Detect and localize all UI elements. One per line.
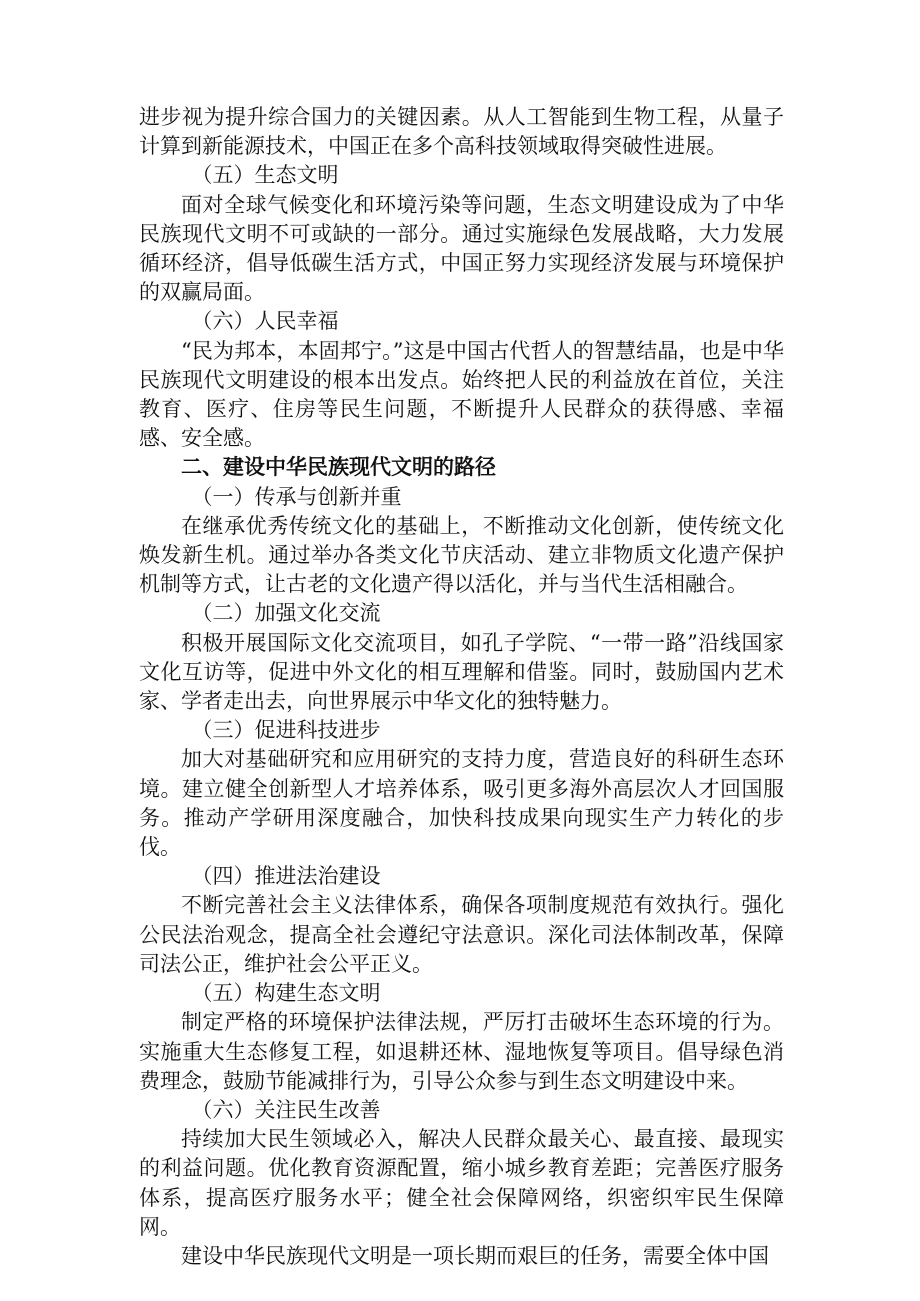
subheading-people-happiness: （六）人民幸福 — [191, 309, 339, 334]
paragraph: “民为邦本，本固邦宁。”这是中国古代哲人的智慧结晶，也是中华民族现代文明建设的根本出发点。始终把人民的利益放在首位，关注教育、医疗、住房等民生问题，不断提升人民群众的获得感、幸福感、安全感。 — [139, 338, 784, 451]
paragraph: 持续加大民生领域必入，解决人民群众最关心、最直接、最现实的利益问题。优化教育资源配置，缩小城乡教育差距；完善医疗服务体系，提高医疗服务水平；健全社会保障网络，织密织牢民生保障网。 — [139, 1127, 784, 1239]
document-body — [139, 103, 784, 1271]
paragraph-continuation: 进步视为提升综合国力的关键因素。从人工智能到生物工程，从量子计算到新能源技术，中国正在多个高科技领域取得突破性进展。 — [139, 105, 784, 159]
paragraph: 在继承优秀传统文化的基础上，不断推动文化创新，使传统文化焕发新生机。通过举办各类文化节庆活动、建立非物质文化遗产保护机制等方式，让古老的文化遗产得以活化，并与当代生活相融合。 — [139, 513, 784, 597]
paragraph: 加大对基础研究和应用研究的支持力度，营造良好的科研生态环境。建立健全创新型人才培养体系，吸引更多海外高层次人才回国服务。推动产学研用深度融合，加快科技成果向现实生产力转化的步伐。 — [139, 747, 784, 860]
subheading-eco-civilization: （五）生态文明 — [191, 163, 339, 188]
paragraph: 制定严格的环境保护法律法规，严厉打击破坏生态环境的行为。实施重大生态修复工程，如退耕还林、湿地恢复等项目。倡导绿色消费理念，鼓励节能减排行为，引导公众参与到生态文明建设中来。 — [139, 1010, 784, 1093]
paragraph: 不断完善社会主义法律体系，确保各项制度规范有效执行。强化公民法治观念，提高全社会遵纪守法意识。深化司法体制改革，保障司法公正，维护社会公平正义。 — [139, 893, 784, 976]
subheading-rule-of-law: （四）推进法治建设 — [191, 864, 381, 889]
paragraph: 积极开展国际文化交流项目，如孔子学院、“一带一路”沿线国家文化互访等，促进中外文化的相互理解和借鉴。同时，鼓励国内艺术家、学者走出去，向世界展示中华文化的独特魅力。 — [139, 630, 784, 714]
paragraph: 建设中华民族现代文明是一项长期而艰巨的任务，需要全体中国 — [181, 1243, 769, 1268]
subheading-build-eco-civilization: （五）构建生态文明 — [191, 981, 381, 1006]
subheading-inherit-innovate: （一）传承与创新并重 — [191, 484, 402, 509]
section-heading: 二、建设中华民族现代文明的路径 — [181, 455, 496, 480]
subheading-livelihood: （六）关注民生改善 — [191, 1097, 381, 1122]
subheading-cultural-exchange: （二）加强文化交流 — [191, 601, 381, 626]
subheading-tech-progress: （三）促进科技进步 — [191, 718, 381, 743]
paragraph: 面对全球气候变化和环境污染等问题，生态文明建设成为了中华民族现代文明不可或缺的一部分。通过实施绿色发展战略，大力发展循环经济，倡导低碳生活方式，中国正努力实现经济发展与环境保护的双赢局面。 — [139, 192, 784, 305]
